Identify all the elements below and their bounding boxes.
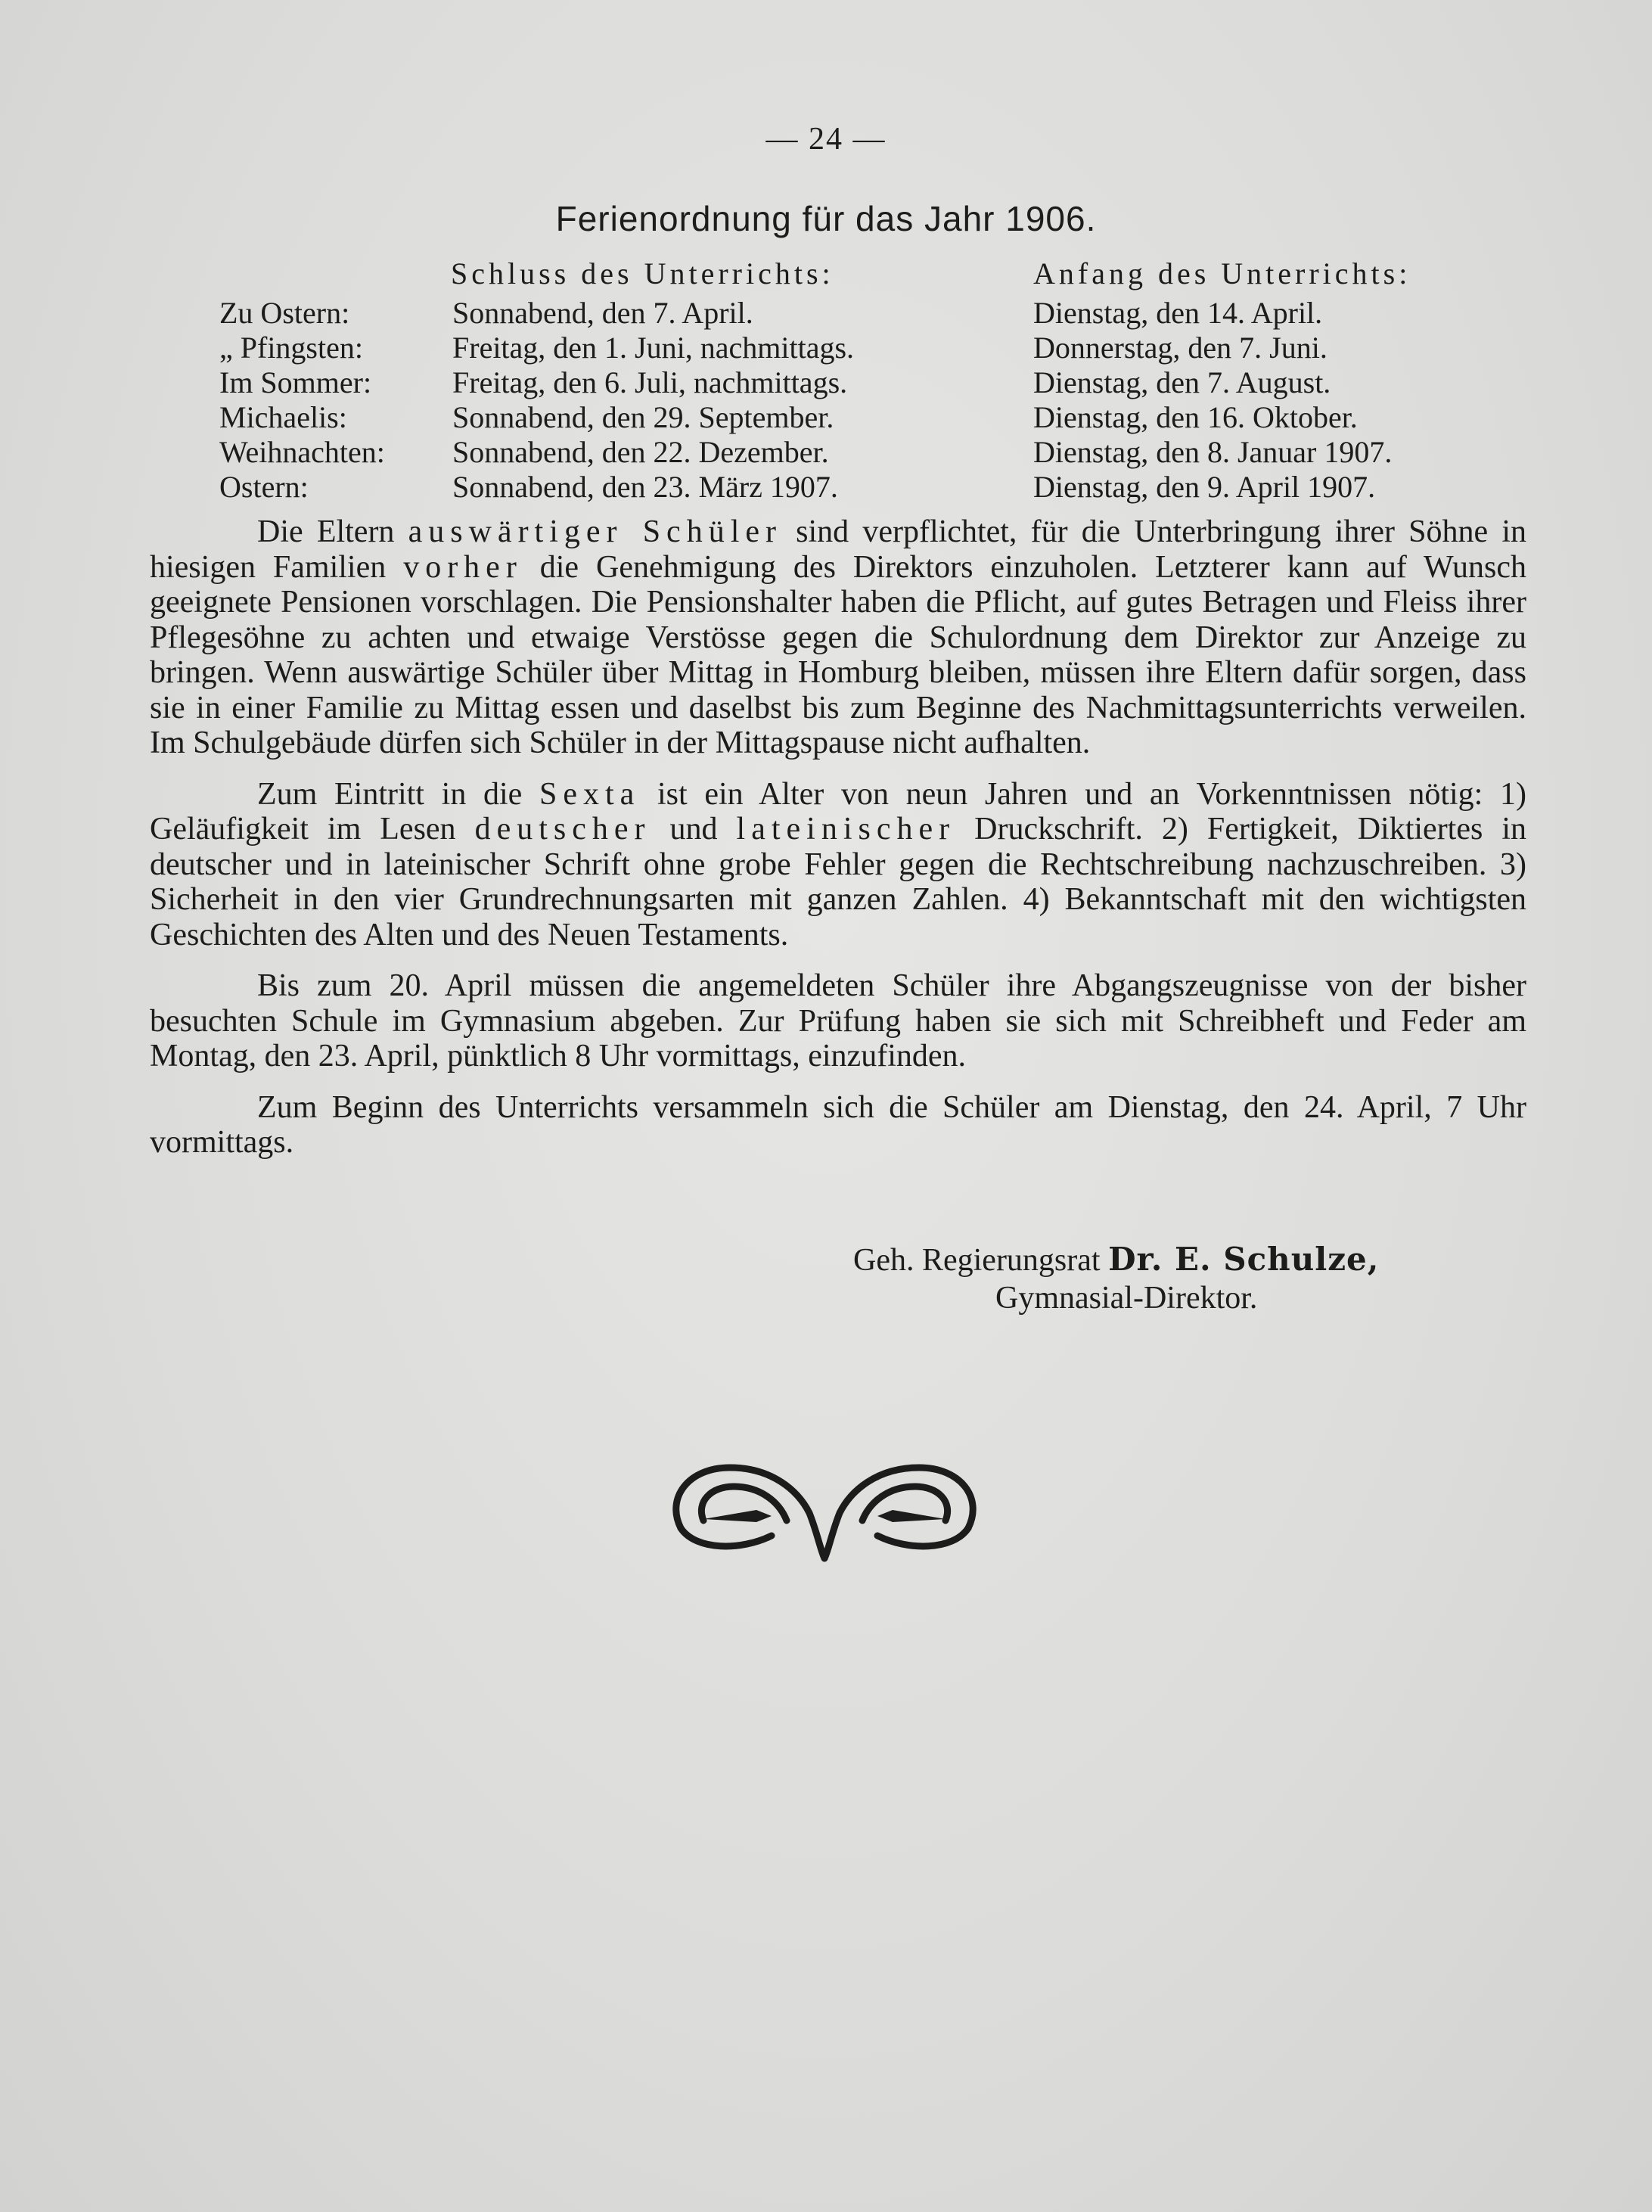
- row-start: Dienstag, den 9. April 1907.: [1033, 470, 1376, 504]
- spaced-emphasis: auswärtiger Schüler: [408, 514, 782, 549]
- row-start: Dienstag, den 8. Januar 1907.: [1033, 435, 1393, 469]
- text-run: Zum Eintritt in die: [257, 776, 539, 812]
- table-header-start: Anfang des Unterrichts:: [1033, 256, 1411, 290]
- paragraph-admission: [150, 777, 1526, 953]
- spaced-emphasis: deutscher: [474, 812, 651, 847]
- row-name: Zu Ostern:: [219, 296, 350, 330]
- text-run: sind verpflichtet, für die Unterbringung ihrer Söhne in hiesigen Familien: [150, 514, 1526, 585]
- page-title: Ferienordnung für das Jahr 1906.: [555, 199, 1097, 238]
- row-name: Weihnachten:: [219, 435, 385, 469]
- signature-title: Geh. Regierungsrat: [853, 1243, 1109, 1278]
- signature-role: Gymnasial-Direktor.: [995, 1281, 1258, 1316]
- row-start: Dienstag, den 16. Oktober.: [1033, 400, 1358, 434]
- text-run: ist ein Alter von neun Jahren und an Vorkenntnissen nötig: 1) Geläufigkeit im Lesen: [150, 776, 1526, 847]
- page-number: — 24 —: [765, 122, 887, 157]
- row-end: Sonnabend, den 7. April.: [452, 296, 753, 330]
- spaced-emphasis: vorher: [403, 549, 523, 585]
- spaced-emphasis: lateinischer: [736, 812, 956, 847]
- signature-line: [853, 1241, 1458, 1278]
- row-end: Sonnabend, den 23. März 1907.: [452, 470, 838, 504]
- row-start: Dienstag, den 14. April.: [1033, 296, 1323, 330]
- row-end: Freitag, den 6. Juli, nachmittags.: [452, 365, 848, 399]
- text-run: Die Eltern: [257, 514, 408, 549]
- body-text: [150, 514, 1526, 1176]
- row-name: Michaelis:: [219, 400, 347, 434]
- row-start: Donnerstag, den 7. Juni.: [1033, 331, 1328, 365]
- row-name: „ Pfingsten:: [219, 331, 363, 365]
- row-start: Dienstag, den 7. August.: [1033, 365, 1331, 399]
- row-end: Freitag, den 1. Juni, nachmittags.: [452, 331, 855, 365]
- spaced-emphasis: Sexta: [539, 776, 641, 812]
- row-name: Ostern:: [219, 470, 309, 504]
- text-run: die Genehmigung des Direktors einzuholen. Letzterer kann auf Wunsch geeignete Pensionen vorschlagen. Die Pensionshalter haben die Pflicht, auf gutes Betragen und Fleiss ihrer Pflegesöhne zu achten und etwaige Verstösse gegen die Schulordnung dem Direktor zur Anzeige zu bringen. Wenn auswärtige Schüler über Mittag in Homburg bleiben, müssen ihre Eltern dafür sorgen, dass sie in einer Familie zu Mittag essen und daselbst bis zum Beginne des Nachmittagsunterrichts verweilen. Im Schulgebäude dürfen sich Schüler in der Mittagspause nicht aufhalten.: [150, 549, 1526, 760]
- signature-name: Dr. E. Schulze,: [1108, 1241, 1380, 1278]
- row-end: Sonnabend, den 29. September.: [452, 400, 834, 434]
- scroll-ornament-icon: [658, 1437, 991, 1574]
- paragraph-start: Zum Beginn des Unterrichts versammeln sich die Schüler am Dienstag, den 24. April, 7 Uhr vormittags.: [150, 1089, 1526, 1160]
- row-name: Im Sommer:: [219, 365, 372, 399]
- text-run: Druckschrift. 2) Fertigkeit, Diktiertes in deutscher und in lateinischer Schrift ohne grobe Fehler gegen die Rechtschreibung nachzuschreiben. 3) Sicherheit in den vier Grundrechnungsarten mit ganzen Zahlen. 4) Bekanntschaft mit den wichtigsten Geschichten des Alten und des Neuen Testaments.: [150, 812, 1527, 952]
- row-end: Sonnabend, den 22. Dezember.: [452, 435, 829, 469]
- paragraph-boarding: [150, 514, 1526, 761]
- text-run: und: [651, 812, 737, 847]
- paragraph-certificates: Bis zum 20. April müssen die angemeldeten Schüler ihre Abgangszeugnisse von der bisher besuchten Schule im Gymnasium abgeben. Zur Prüfung haben sie sich mit Schreibheft und Feder am Montag, den 23. April, pünktlich 8 Uhr vormittags, einzufinden.: [150, 968, 1526, 1073]
- table-header-end: Schluss des Unterrichts:: [451, 256, 834, 290]
